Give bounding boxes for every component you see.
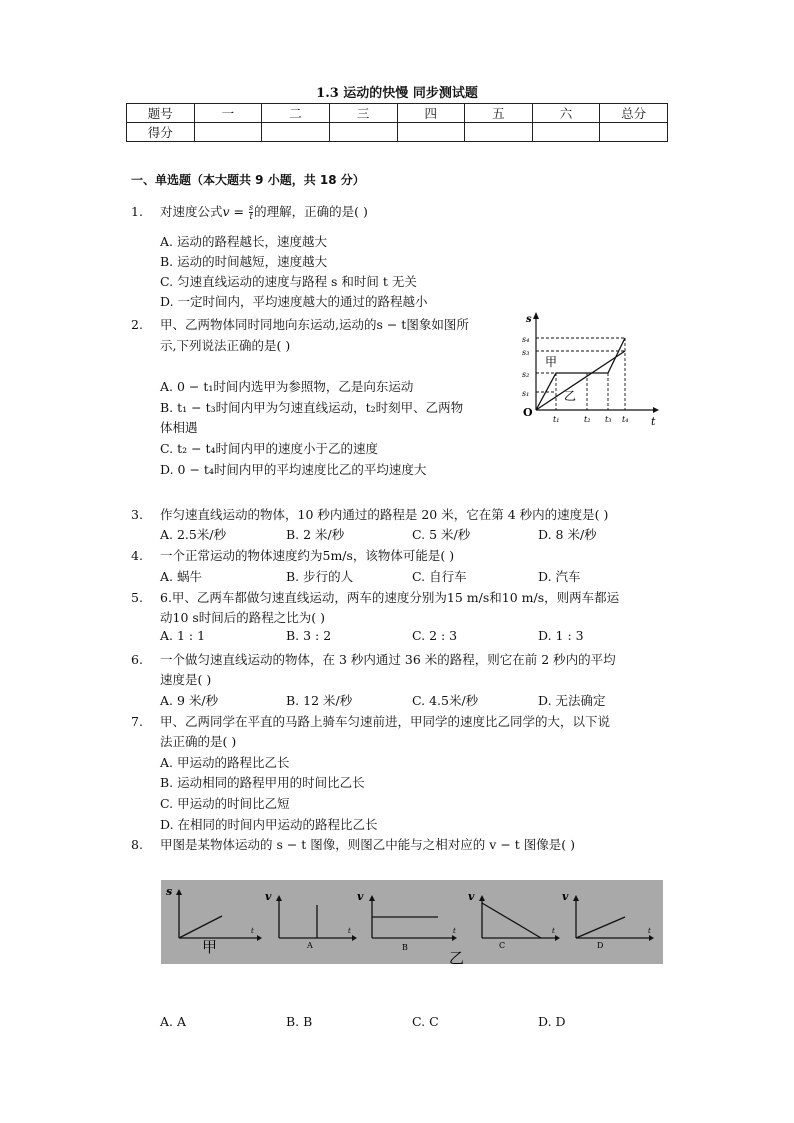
label-jia: 甲 <box>202 938 218 956</box>
option-b[interactable]: B. B <box>286 1014 313 1029</box>
x-tick-t2: t₂ <box>584 415 591 424</box>
panel-label-c: C <box>499 941 506 950</box>
x-tick-t4: t₄ <box>622 415 629 424</box>
score-input-cell[interactable] <box>600 123 668 142</box>
option-c[interactable]: C. 5 米/秒 <box>412 527 471 542</box>
graphs-figure <box>161 880 663 964</box>
score-input-cell[interactable] <box>465 123 533 142</box>
question-number: 8. <box>131 837 143 852</box>
option-c[interactable]: C. 自行车 <box>412 569 467 584</box>
option-d[interactable]: D. 8 米/秒 <box>538 527 597 542</box>
graph-a <box>265 890 357 950</box>
option-d[interactable]: D. 无法确定 <box>538 693 606 708</box>
s-axis-label: s <box>166 885 173 898</box>
question-text: 对速度公式 <box>160 204 223 219</box>
graph-figure-panel <box>161 880 663 964</box>
question-2-stem <box>131 315 469 333</box>
option-d[interactable]: D. 0 − t₄时间内甲的平均速度比乙的平均速度大 <box>160 462 427 477</box>
score-cell: 四 <box>397 104 465 123</box>
question-text: 速度是( ) <box>160 672 212 687</box>
options-row <box>160 691 664 709</box>
t-axis-label: t <box>251 927 254 935</box>
fraction-denominator: t <box>249 212 253 221</box>
option-b[interactable]: B. 2 米/秒 <box>286 527 345 542</box>
score-input-cell[interactable] <box>194 123 262 142</box>
options-row <box>160 628 664 643</box>
option-a[interactable]: A. A <box>160 1014 187 1029</box>
option-d[interactable]: D. 汽车 <box>538 569 581 584</box>
section-heading: 一、单选题（本大题共 9 小题，共 18 分） <box>131 173 365 187</box>
v-axis-label: v <box>265 890 272 903</box>
option-a[interactable]: A. 蜗牛 <box>160 569 202 584</box>
option-a[interactable]: A. 9 米/秒 <box>160 693 219 708</box>
label-jia: 甲 <box>545 355 558 369</box>
x-axis-label: t <box>651 415 656 428</box>
option-b[interactable]: B. 运动的时间越短，速度越大 <box>160 254 328 269</box>
x-tick-t3: t₃ <box>605 415 612 424</box>
option-c[interactable]: C. 2 : 3 <box>412 628 458 643</box>
formula-fraction <box>249 204 253 221</box>
question-text: 法正确的是( ) <box>160 734 237 749</box>
score-table-score-row <box>127 123 668 142</box>
question-text: 一个正常运动的物体速度约为5m/s，该物体可能是( ) <box>160 548 455 563</box>
score-input-cell[interactable] <box>532 123 600 142</box>
question-number: 7. <box>131 714 143 729</box>
option-a[interactable]: A. 2.5米/秒 <box>160 527 227 542</box>
option-b[interactable]: B. t₁ − t₃时间内甲为匀速直线运动，t₂时刻甲、乙两物 <box>160 400 464 415</box>
page-title: 1.3 运动的快慢 同步测试题 <box>316 86 478 101</box>
question-6-stem <box>131 650 616 668</box>
question-text: 动10 s时间后的路程之比为( ) <box>160 610 326 625</box>
y-tick-s2: s₂ <box>522 370 530 379</box>
option-c[interactable]: C. 4.5米/秒 <box>412 693 479 708</box>
formula-eq: = <box>229 204 248 219</box>
option-a[interactable]: A. 甲运动的路程比乙长 <box>160 755 290 770</box>
v-axis-label: v <box>357 890 364 903</box>
option-d[interactable]: D. 一定时间内，平均速度越大的通过的路程越小 <box>160 294 428 309</box>
t-axis-label: t <box>348 927 351 935</box>
panel-label-a: A <box>307 941 313 950</box>
question-text: 甲图是某物体运动的 s − t 图像，则图乙中能与之相对应的 v − t 图像是( ) <box>160 837 575 852</box>
question-text: 示,下列说法正确的是( ) <box>160 338 291 353</box>
x-axis-arrow-icon <box>653 407 659 413</box>
question-text: 一个做匀速直线运动的物体，在 3 秒内通过 36 米的路程，则它在前 2 秒内的平均 <box>160 652 616 667</box>
option-a[interactable]: A. 1 : 1 <box>160 628 206 643</box>
graph-c <box>468 890 560 950</box>
graph-d <box>562 890 654 950</box>
options-row <box>160 567 664 585</box>
question-4-stem <box>131 546 454 564</box>
y-tick-s3: s₃ <box>522 348 530 357</box>
options-row <box>160 525 664 543</box>
option-c[interactable]: C. 甲运动的时间比乙短 <box>160 796 290 811</box>
score-input-cell[interactable] <box>397 123 465 142</box>
score-cell: 总分 <box>600 104 668 123</box>
score-cell: 一 <box>194 104 262 123</box>
guide-lines <box>536 338 625 410</box>
panel-label-b: B <box>402 943 408 952</box>
question-number: 2. <box>131 317 143 332</box>
panel-label-d: D <box>597 941 604 950</box>
score-input-cell[interactable] <box>262 123 330 142</box>
score-table <box>126 103 668 142</box>
graph-jia <box>166 885 262 956</box>
question-text: 甲、乙两同学在平直的马路上骑车匀速前进，甲同学的速度比乙同学的大，以下说 <box>160 714 611 729</box>
score-table-header-row <box>127 104 668 123</box>
option-d[interactable]: D. D <box>538 1014 566 1029</box>
t-axis-label: t <box>453 927 456 935</box>
option-b[interactable]: B. 运动相同的路程甲用的时间比乙长 <box>160 775 365 790</box>
score-cell: 二 <box>262 104 330 123</box>
v-axis-label: v <box>562 890 569 903</box>
score-cell: 得分 <box>127 123 195 142</box>
question-text: 6.甲、乙两车都做匀速直线运动，两车的速度分别为15 m/s和10 m/s，则两车都运 <box>160 590 620 605</box>
v-axis-label: v <box>468 890 475 903</box>
y-axis-label: s <box>526 314 532 325</box>
option-a[interactable]: A. 运动的路程越长，速度越大 <box>160 234 327 249</box>
option-c[interactable]: C. 匀速直线运动的速度与路程 s 和时间 t 无关 <box>160 274 417 289</box>
x-tick-t1: t₁ <box>553 415 560 424</box>
question-number: 3. <box>131 507 143 522</box>
s-t-graph <box>518 310 660 428</box>
t-axis-label: t <box>552 927 555 935</box>
option-b-continued: 体相遇 <box>160 420 198 435</box>
line-jia <box>536 338 625 410</box>
options-row <box>160 1014 664 1029</box>
score-cell: 三 <box>329 104 397 123</box>
option-a[interactable]: A. 0 − t₁时间内选甲为参照物，乙是向东运动 <box>160 379 414 394</box>
question-number: 4. <box>131 548 143 563</box>
option-d[interactable]: D. 1 : 3 <box>538 628 584 643</box>
option-c[interactable]: C. t₂ − t₄时间内甲的速度小于乙的速度 <box>160 441 379 456</box>
question-number: 6. <box>131 652 143 667</box>
question-5-stem <box>131 588 619 606</box>
t-axis-label: t <box>648 927 651 935</box>
y-tick-s1: s₁ <box>522 389 530 398</box>
label-yi: 乙 <box>564 389 577 403</box>
label-yi: 乙 <box>449 949 465 964</box>
question-text: 的理解，正确的是( ) <box>254 204 368 219</box>
question-3-stem <box>131 505 608 523</box>
option-b[interactable]: B. 3 : 2 <box>286 628 332 643</box>
question-text: 作匀速直线运动的物体，10 秒内通过的路程是 20 米，它在第 4 秒内的速度是( ) <box>160 507 609 522</box>
question-8-stem <box>131 835 575 853</box>
formula-v: v <box>222 204 230 219</box>
question-number: 1. <box>131 204 143 219</box>
question-1-stem <box>131 202 368 221</box>
y-axis-arrow-icon <box>533 312 539 319</box>
question-text: 甲、乙两物体同时同地向东运动,运动的s − t图象如图所 <box>160 317 469 332</box>
graph-b <box>357 890 464 964</box>
question-number: 5. <box>131 590 143 605</box>
origin-label: O <box>523 406 533 419</box>
option-d[interactable]: D. 在相同的时间内甲运动的路程比乙长 <box>160 817 378 832</box>
option-c[interactable]: C. C <box>412 1014 439 1029</box>
option-b[interactable]: B. 步行的人 <box>286 569 354 584</box>
option-b[interactable]: B. 12 米/秒 <box>286 693 353 708</box>
score-cell: 六 <box>532 104 600 123</box>
question-7-stem <box>131 712 610 730</box>
score-input-cell[interactable] <box>329 123 397 142</box>
y-tick-s4: s₄ <box>522 335 530 344</box>
score-cell: 题号 <box>127 104 195 123</box>
score-cell: 五 <box>465 104 533 123</box>
fraction-numerator: s <box>249 203 254 212</box>
